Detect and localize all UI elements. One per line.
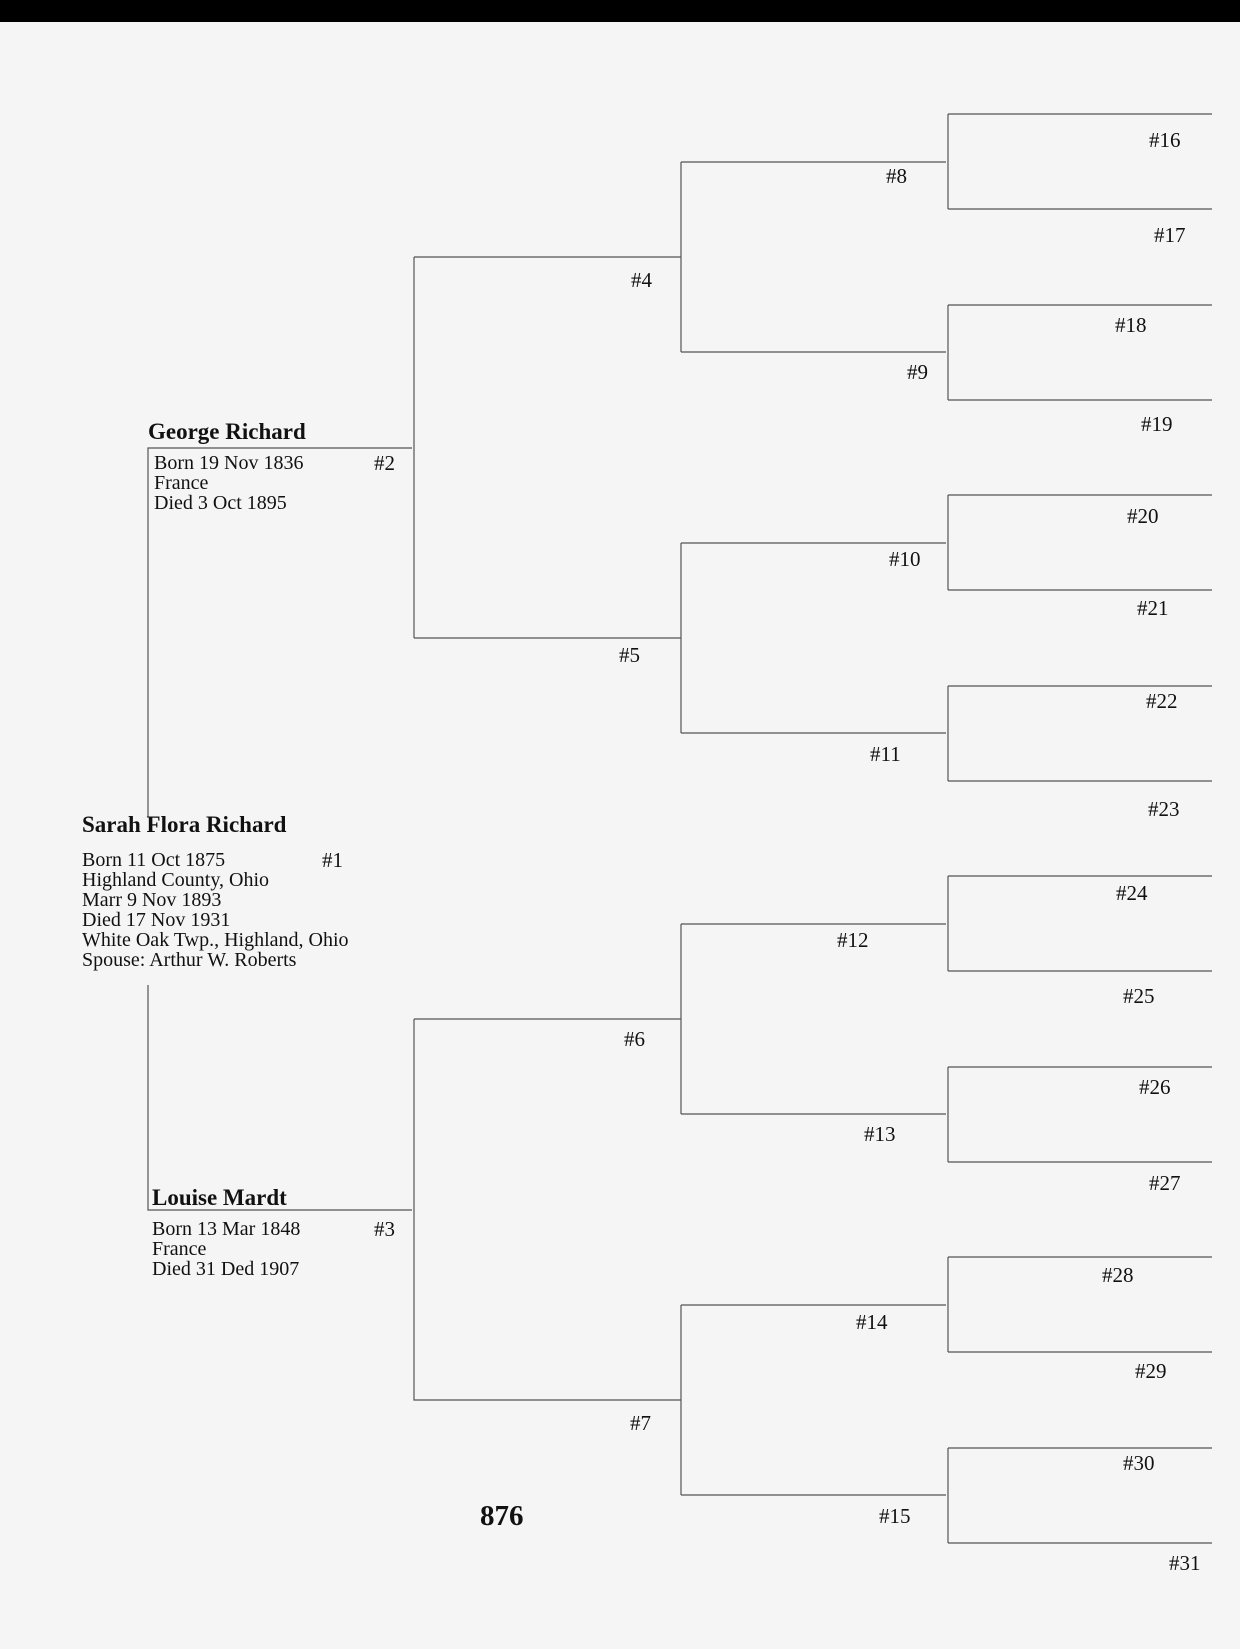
bracket-n13 — [948, 1067, 1212, 1162]
person-1-detail: Marr 9 Nov 1893 — [82, 889, 222, 911]
bracket-n9 — [948, 305, 1212, 400]
person-3-detail: Died 31 Ded 1907 — [152, 1258, 300, 1280]
slot-15: #15 — [879, 1504, 911, 1528]
person-2-number: #2 — [374, 451, 395, 475]
slot-7: #7 — [630, 1411, 651, 1435]
slot-21: #21 — [1137, 596, 1169, 620]
slot-27: #27 — [1149, 1171, 1181, 1195]
person-1-detail: White Oak Twp., Highland, Ohio — [82, 929, 349, 951]
page-number: 876 — [480, 1500, 524, 1532]
slot-19: #19 — [1141, 412, 1173, 436]
slot-4: #4 — [631, 268, 652, 292]
slot-13: #13 — [864, 1122, 896, 1146]
slot-23: #23 — [1148, 797, 1180, 821]
person-3-detail: France — [152, 1238, 207, 1260]
slot-10: #10 — [889, 547, 921, 571]
slot-29: #29 — [1135, 1359, 1167, 1383]
person-1-details — [82, 850, 353, 976]
slot-17: #17 — [1154, 223, 1186, 247]
slot-18: #18 — [1115, 313, 1147, 337]
slot-6: #6 — [624, 1027, 645, 1051]
person-3-details — [152, 1219, 300, 1279]
bracket-n12 — [948, 876, 1212, 971]
slot-24: #24 — [1116, 881, 1148, 905]
slot-26: #26 — [1139, 1075, 1171, 1099]
bracket-n10 — [948, 495, 1212, 590]
person-2-detail: Born 19 Nov 1836 — [154, 452, 304, 474]
line-p1-to-p3 — [148, 985, 412, 1210]
slot-22: #22 — [1146, 689, 1178, 713]
person-1-detail: Highland County, Ohio — [82, 869, 270, 891]
person-2-detail: France — [154, 472, 209, 494]
slot-12: #12 — [837, 928, 869, 952]
slot-28: #28 — [1102, 1263, 1134, 1287]
slot-14: #14 — [856, 1310, 888, 1334]
person-3-detail: Born 13 Mar 1848 — [152, 1218, 301, 1240]
bracket-p2 — [414, 257, 681, 638]
bracket-n4 — [681, 162, 946, 352]
bracket-n5 — [681, 543, 946, 733]
slot-25: #25 — [1123, 984, 1155, 1008]
person-1-number: #1 — [322, 848, 343, 872]
bracket-p3 — [414, 1019, 681, 1400]
bracket-n6 — [681, 924, 946, 1114]
person-1-name: Sarah Flora Richard — [82, 812, 287, 837]
person-1-detail: Died 17 Nov 1931 — [82, 909, 231, 931]
person-2-detail: Died 3 Oct 1895 — [154, 492, 287, 514]
slot-31: #31 — [1169, 1551, 1201, 1575]
slot-8: #8 — [886, 164, 907, 188]
person-2-name: George Richard — [148, 419, 306, 444]
slot-16: #16 — [1149, 128, 1181, 152]
slot-11: #11 — [870, 742, 901, 766]
bracket-n7 — [681, 1305, 946, 1495]
slot-9: #9 — [907, 360, 928, 384]
person-3-number: #3 — [374, 1217, 395, 1241]
person-3-name: Louise Mardt — [152, 1185, 287, 1210]
slot-30: #30 — [1123, 1451, 1155, 1475]
person-2-details — [154, 453, 303, 513]
person-1-detail: Spouse: Arthur W. Roberts — [82, 949, 297, 971]
slot-20: #20 — [1127, 504, 1159, 528]
bracket-n15 — [948, 1448, 1212, 1543]
slot-5: #5 — [619, 643, 640, 667]
bracket-n14 — [948, 1257, 1212, 1352]
person-1-detail: Born 11 Oct 1875 — [82, 849, 226, 871]
